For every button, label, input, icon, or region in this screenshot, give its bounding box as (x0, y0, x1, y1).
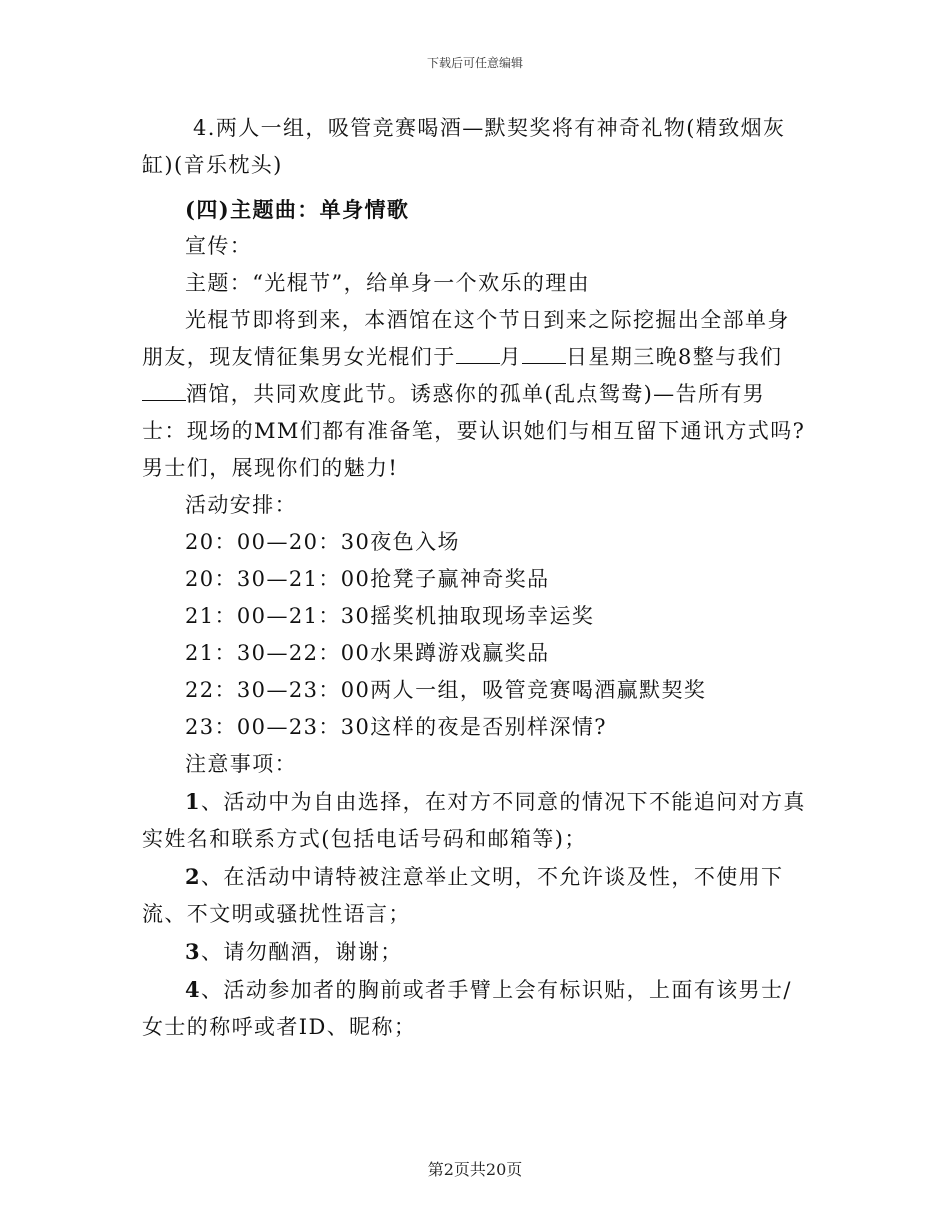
note-text: 、在活动中请特被注意举止文明，不允许谈及性，不使用下流、不文明或骚扰性语言； (142, 865, 784, 926)
note-item (142, 933, 808, 971)
note-item (142, 971, 808, 1046)
section-title: (四)主题曲：单身情歌 (185, 197, 410, 222)
intro-text-3: 日星期三晚8整与我们 (566, 345, 783, 369)
page-header: 下载后可任意编辑 (426, 56, 523, 70)
note-item (142, 783, 808, 858)
note-item (142, 858, 808, 933)
note-text: 、请勿酗酒，谢谢； (201, 940, 403, 964)
schedule-item: 20：30—21：00抢凳子赢神奇奖品 (185, 567, 550, 591)
page-footer: 第2页共20页 (427, 1160, 523, 1179)
intro-text-2: 月 (499, 345, 523, 369)
schedule-label: 活动安排： (185, 493, 297, 517)
note-number: 1 (185, 789, 202, 814)
schedule-item: 22：30—23：00两人一组，吸管竞赛喝酒赢默契奖 (185, 678, 707, 702)
document-body (142, 110, 808, 1046)
intro-paragraph (142, 302, 808, 487)
note-text: 、活动中为自由选择，在对方不同意的情况下不能追问对方真实姓名和联系方式(包括电话号码和邮箱等)； (142, 790, 806, 851)
schedule-item: 20：00—20：30夜色入场 (185, 530, 460, 554)
intro-text-4: 酒馆，共同欢度此节。诱惑你的孤单(乱点鸳鸯)—告所有男士：现场的MM们都有准备笔，要认识她们与相互留下通讯方式吗?男士们，展现你们的魅力! (142, 382, 806, 480)
note-number: 3 (185, 939, 202, 964)
schedule-item: 23：00—23：30这样的夜是否别样深情? (185, 715, 607, 739)
notes-label: 注意事项： (185, 752, 297, 776)
schedule-item: 21：00—21：30摇奖机抽取现场幸运奖 (185, 604, 595, 628)
note-number: 4 (185, 977, 202, 1002)
theme-line: 主题：“光棍节”，给单身一个欢乐的理由 (185, 271, 591, 295)
item-4-paragraph: 4.两人一组，吸管竞赛喝酒—默契奖将有神奇礼物(精致烟灰缸)(音乐枕头) (142, 116, 786, 177)
schedule-list (142, 524, 808, 746)
blank-day (522, 341, 566, 364)
intro-text-1: 光棍节即将到来，本酒馆在这个节日到来之际挖掘出全部单身朋友，现友情征集男女光棍们于 (142, 308, 790, 369)
schedule-item: 21：30—22：00水果蹲游戏赢奖品 (185, 641, 550, 665)
note-number: 2 (185, 864, 202, 889)
blank-venue (142, 378, 186, 401)
note-text: 、活动参加者的胸前或者手臂上会有标识贴，上面有该男士/女士的称呼或者ID、昵称； (142, 978, 792, 1039)
notes-list (142, 783, 808, 1046)
blank-month (456, 341, 500, 364)
promo-label: 宣传： (185, 234, 253, 258)
